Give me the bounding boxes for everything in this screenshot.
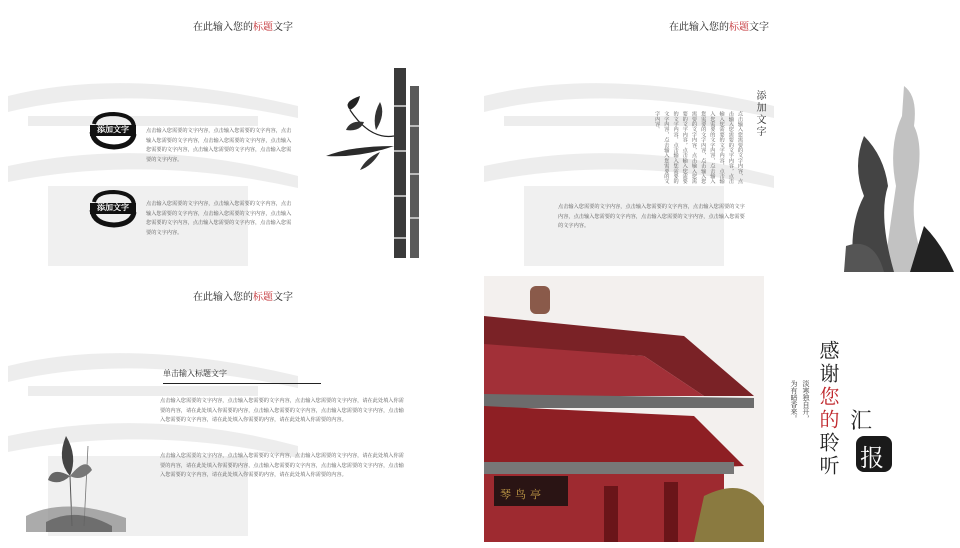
ink-mountain-illustration	[844, 76, 954, 272]
paragraph: 点击输入您需要的文字内容，点击输入您需要的文字内容，点击输入您需要的文字内容，请在此处填入你需要的内容，请在此处填入你需要的内容，点击输入您需要的文字内容，点击输入您需要的文字内容，点击输入您需要的文字内容，请在此处填入你需要的内容，请在此处填入你需要的内容。	[160, 453, 404, 478]
plaque-text: 琴鸟亭	[500, 488, 545, 501]
slide-1[interactable]	[8, 6, 478, 272]
slide-3[interactable]	[8, 276, 478, 542]
paragraph: 点击输入您需要的文字内容，点击输入您需要的文字内容，点击输入您需要的文字内容，点击输入您需要的文字内容，点击输入您需要的文字内容，点击输入您需要的文字内容。	[558, 204, 745, 229]
vertical-heading: 添加文字	[754, 90, 765, 138]
slide-title: 在此输入您的标题文字	[669, 22, 769, 33]
character-bao: 报	[860, 444, 884, 472]
slide-2[interactable]	[484, 6, 954, 272]
slide-4[interactable]	[484, 276, 954, 542]
lotus-illustration	[26, 426, 126, 532]
ink-circle-badge	[86, 110, 140, 152]
vertical-paragraph: 点击输入您需要的文字内容，点击输入您需要的文字内容，点击输入您需要的文字内容，点击输入您需要的文字内容，点击输入您需要的文字内容，点击输入您需要的文字内容，点击输入您需要的文字内容，点击输入您需要的文字内容，点击输入您需要的文字内容，点击输入您需要的文字内容。	[654, 111, 743, 184]
ink-circle-badge	[86, 188, 140, 230]
pavilion-photo	[484, 276, 764, 542]
paragraph: 点击输入您需要的文字内容，点击输入您需要的文字内容，点击输入您需要的文字内容，点击输入您需要的文字内容，点击输入您需要的文字内容，点击输入您需要的文字内容，点击输入您需要的文字内容。	[146, 201, 292, 236]
subheading-underline	[163, 383, 321, 384]
slide-title: 在此输入您的标题文字	[193, 292, 293, 303]
thanks-heading: 感谢您的聆听	[816, 340, 840, 478]
paragraph: 点击输入您需要的文字内容，点击输入您需要的文字内容，点击输入您需要的文字内容，请在此处填入你需要的内容，请在此处填入你需要的内容，点击输入您需要的文字内容，点击输入您需要的文字内容，点击输入您需要的文字内容，请在此处填入你需要的内容，请在此处填入你需要的内容。	[160, 398, 404, 423]
paragraph: 点击输入您需要的文字内容，点击输入您需要的文字内容，点击输入您需要的文字内容，点击输入您需要的文字内容，点击输入您需要的文字内容，点击输入您需要的文字内容，点击输入您需要的文字内容。	[146, 128, 292, 163]
badge-label: 添加文字	[97, 124, 129, 134]
slide-title: 在此输入您的标题文字	[193, 22, 293, 33]
poem: 淡寒独自开， 为有暗香来。	[790, 380, 810, 422]
bamboo-illustration	[320, 66, 440, 262]
badge-label: 添加文字	[97, 202, 129, 212]
subheading: 单击输入标题文字	[163, 369, 227, 378]
character-hui: 汇	[850, 409, 873, 434]
